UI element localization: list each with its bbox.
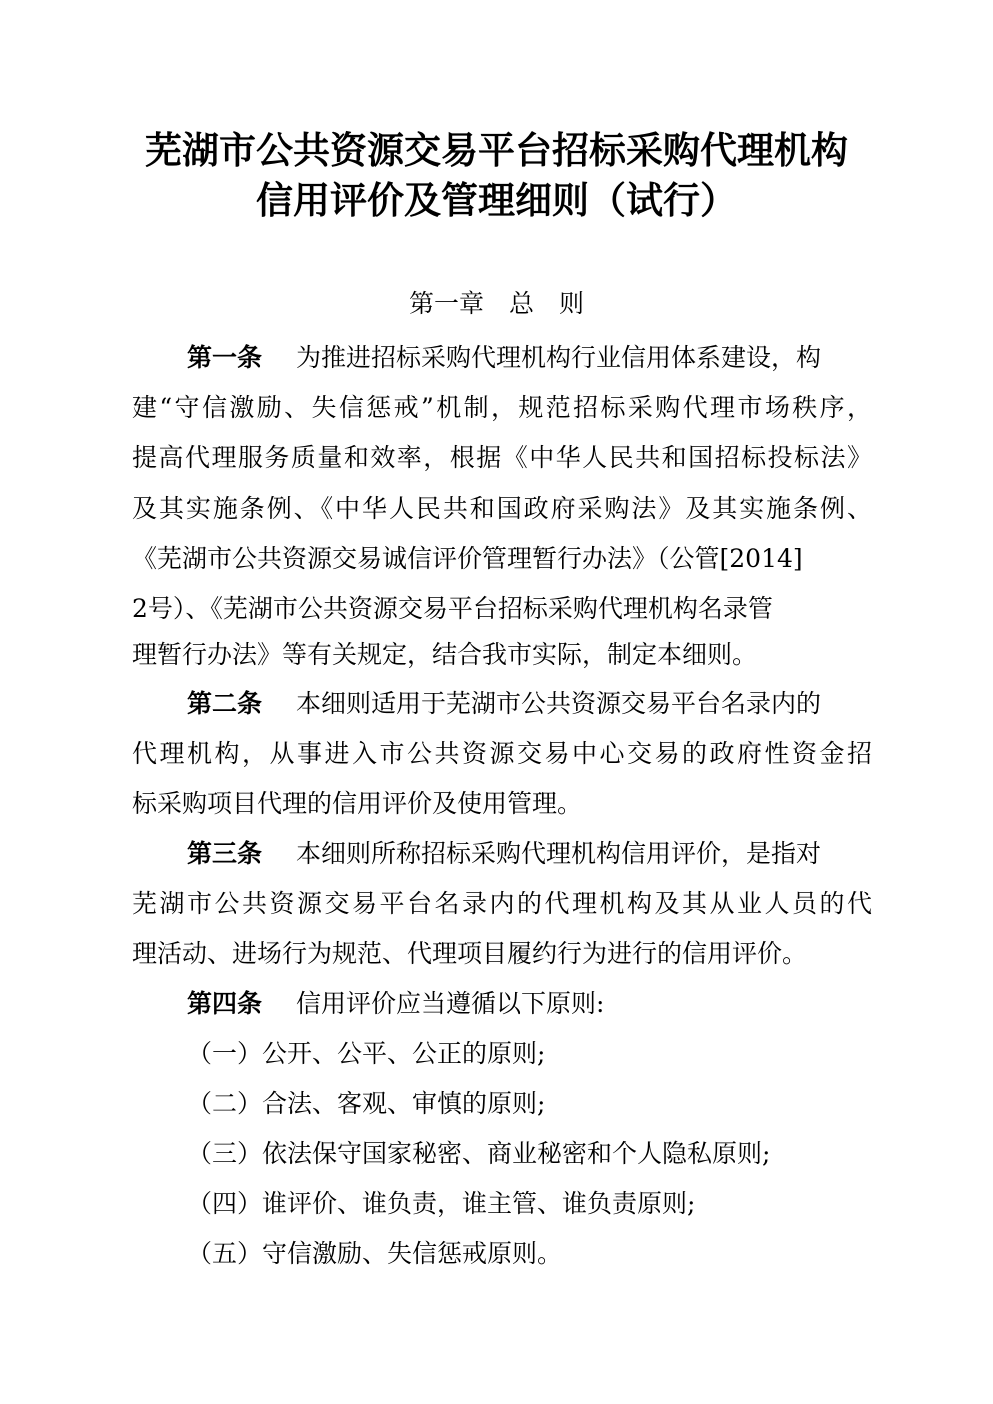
article-text-line: 芜湖市公共资源交易平台名录内的代理机构及其从业人员的代 (132, 889, 872, 918)
article-3-first-line (187, 836, 927, 872)
article-label: 第一条 (187, 343, 263, 372)
document-title-line-1: 芜湖市公共资源交易平台招标采购代理机构 (145, 129, 848, 172)
principle-item: （四）谁评价、谁负责，谁主管、谁负责原则; (187, 1189, 696, 1218)
principle-item: （二）合法、客观、审慎的原则; (187, 1089, 546, 1118)
article-text-line: 理暂行办法》等有关规定，结合我市实际，制定本细则。 (132, 640, 758, 669)
document-title-line-2: 信用评价及管理细则（试行） (256, 179, 737, 222)
article-1-first-line (187, 340, 927, 376)
principle-item: （一）公开、公平、公正的原则; (187, 1039, 546, 1068)
article-text-line: 及其实施条例、《中华人民共和国政府采购法》及其实施条例、 (132, 494, 872, 523)
article-label: 第三条 (187, 839, 263, 868)
article-text: 本细则适用于芜湖市公共资源交易平台名录内的 (296, 689, 822, 718)
article-text-line: 代理机构，从事进入市公共资源交易中心交易的政府性资金招 (132, 739, 872, 768)
article-label: 第四条 (187, 989, 263, 1018)
article-text-line: 建“守信激励、失信惩戒”机制，规范招标采购代理市场秩序， (132, 393, 872, 422)
article-text-line: 提高代理服务质量和效率，根据《中华人民共和国招标投标法》 (132, 443, 872, 472)
article-text-line: 2号）、《芜湖市公共资源交易平台招标采购代理机构名录管 (132, 594, 773, 623)
article-2-first-line (187, 686, 927, 722)
article-text: 本细则所称招标采购代理机构信用评价，是指对 (296, 839, 822, 868)
principle-item: （三）依法保守国家秘密、商业秘密和个人隐私原则; (187, 1139, 771, 1168)
article-text-line: 《芜湖市公共资源交易诚信评价管理暂行办法》（公管[2014] (132, 544, 803, 573)
chapter-heading: 第一章 总 则 (408, 289, 584, 318)
article-4-first-line (187, 986, 927, 1022)
article-text-line: 标采购项目代理的信用评价及使用管理。 (132, 789, 583, 818)
article-text-line: 理活动、进场行为规范、代理项目履约行为进行的信用评价。 (132, 939, 808, 968)
article-label: 第二条 (187, 689, 263, 718)
article-text: 为推进招标采购代理机构行业信用体系建设，构 (296, 343, 822, 372)
article-text: 信用评价应当遵循以下原则: (296, 989, 605, 1018)
principle-item: （五）守信激励、失信惩戒原则。 (187, 1239, 563, 1268)
